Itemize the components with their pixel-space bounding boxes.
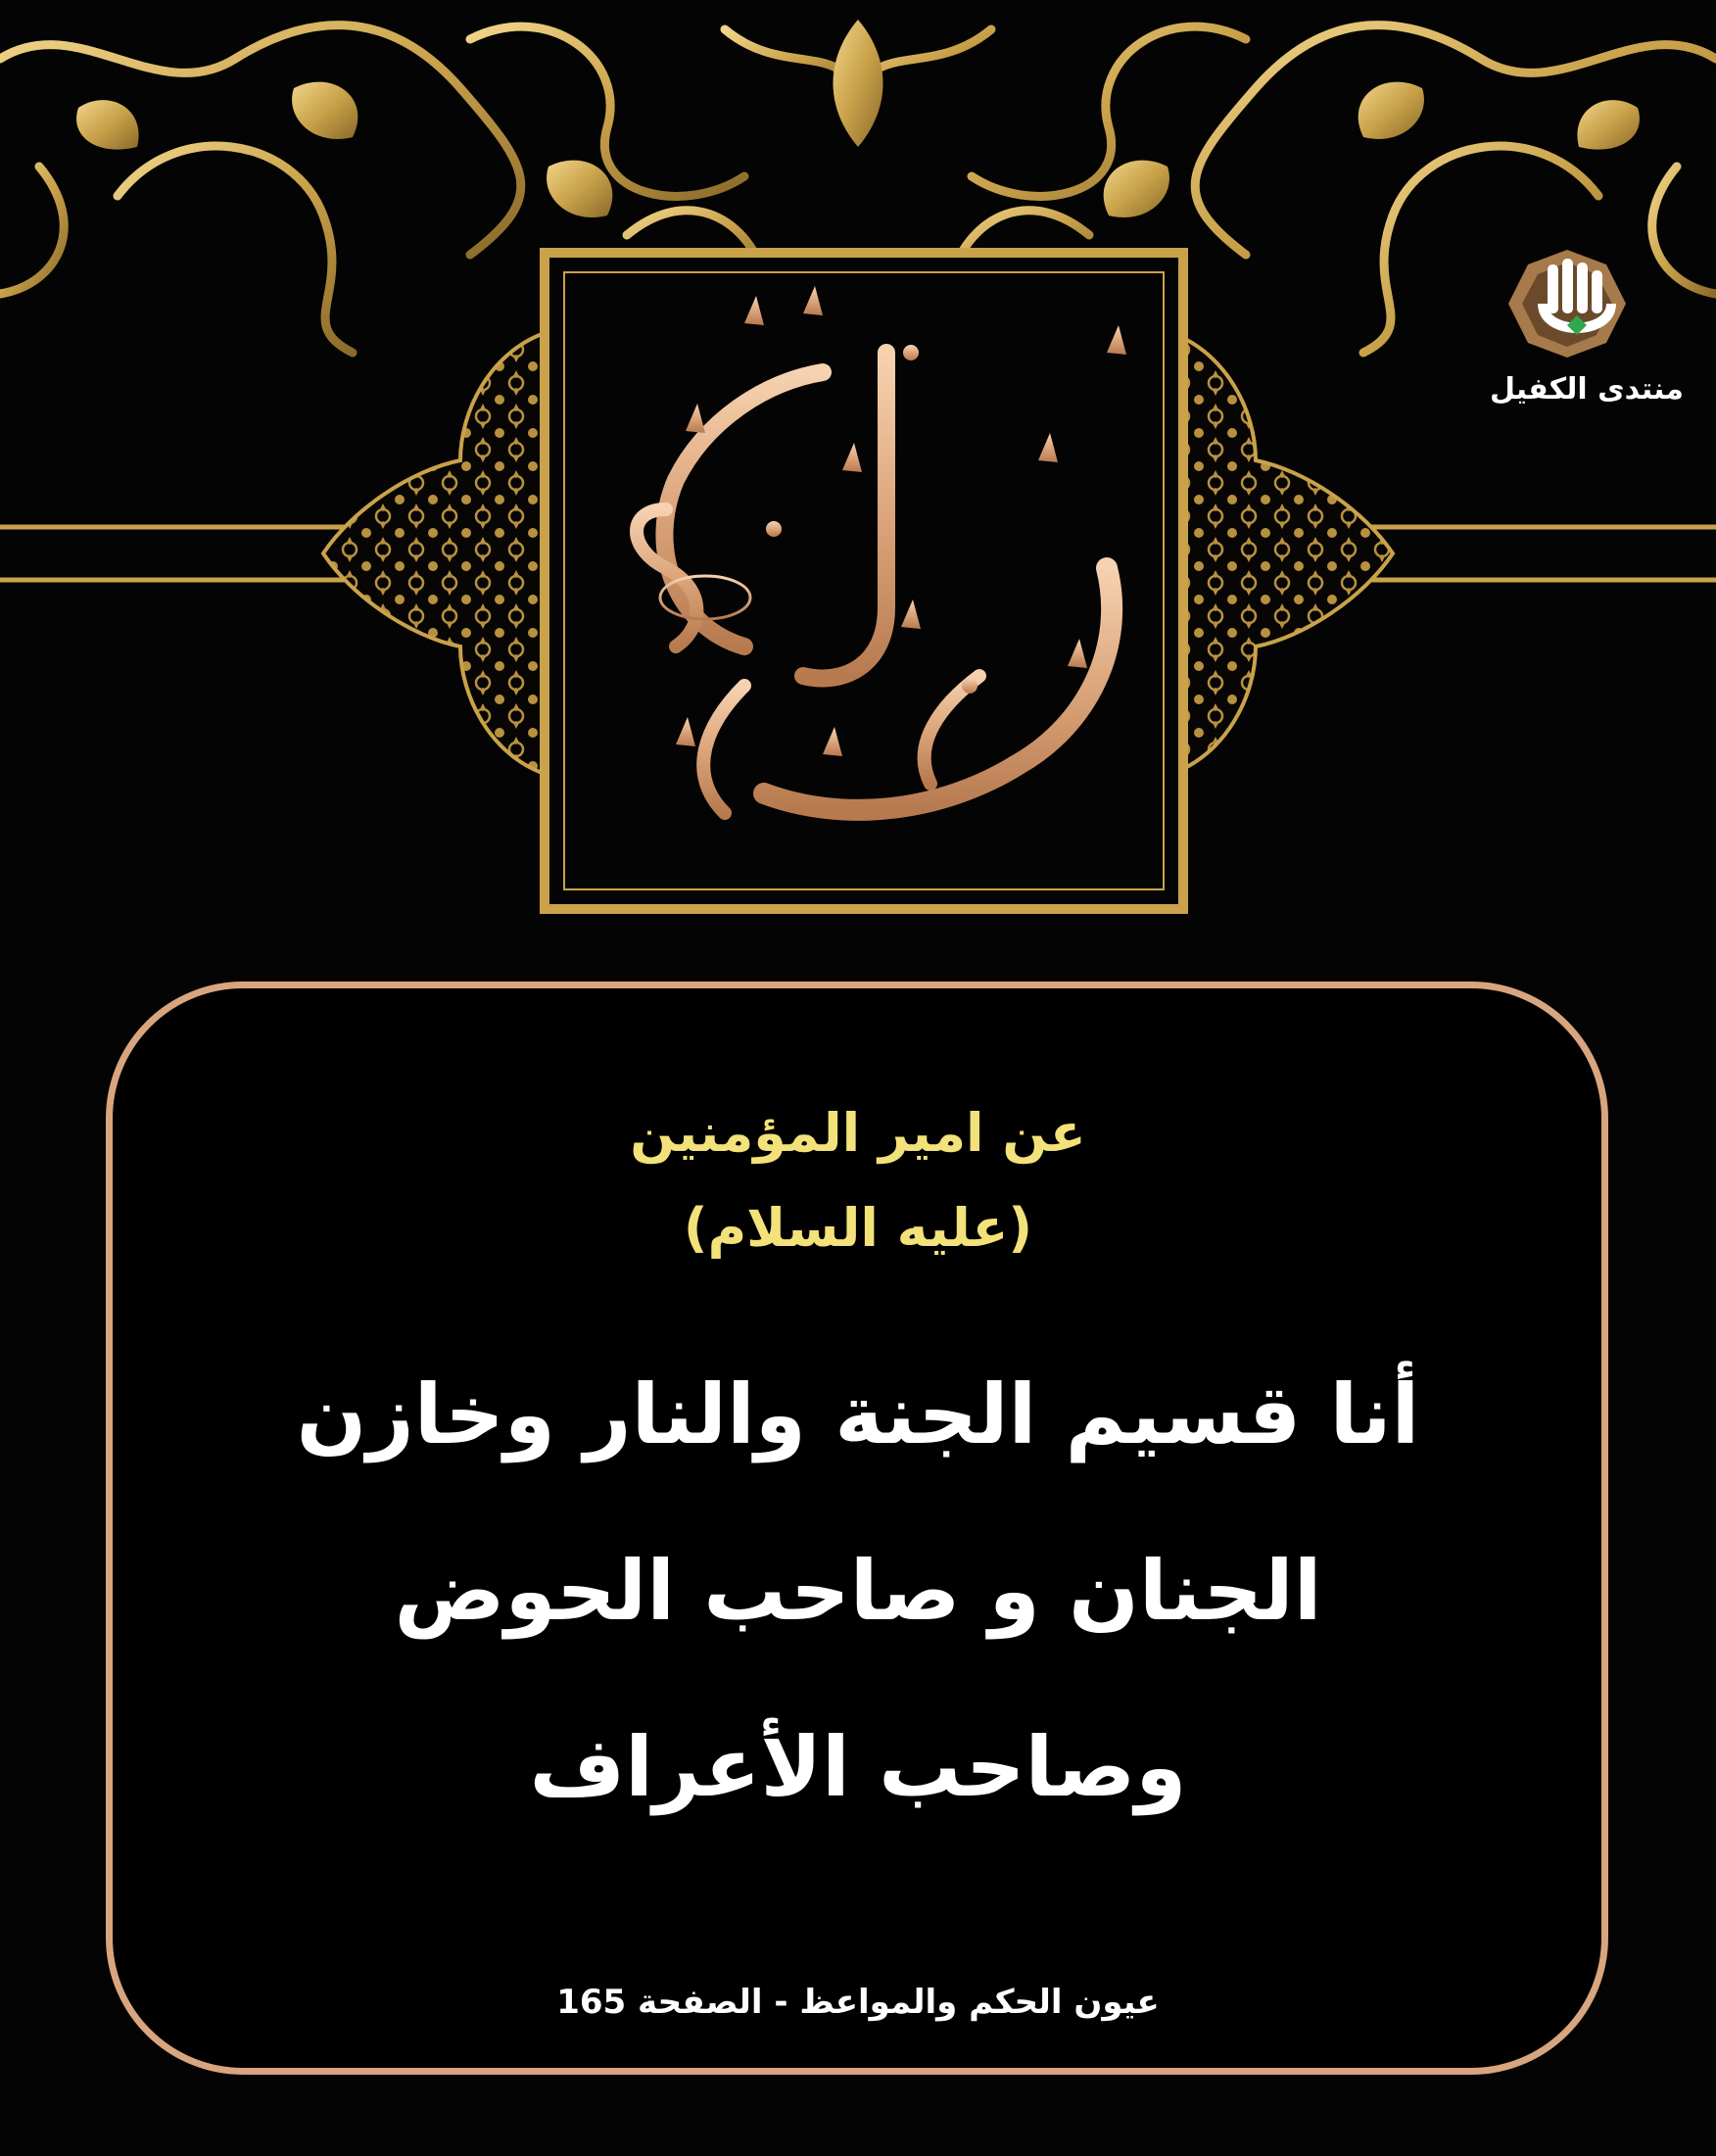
source-citation: عيون الحكم والمواعظ - الصفحة 165 xyxy=(556,1983,1160,2022)
lace-medallion-left xyxy=(323,333,545,774)
saying-line-2: الجنان و صاحب الحوض xyxy=(394,1543,1322,1639)
top-ornament xyxy=(0,0,1716,940)
attribution-line-1: عن امير المؤمنين xyxy=(630,1102,1086,1164)
saying-line-3: وصاحب الأعراف xyxy=(529,1719,1187,1815)
logo-text: منتدى الكفيل xyxy=(1490,372,1684,407)
hand-logo-icon xyxy=(1469,245,1694,441)
attribution-line-2: (عليه السلام) xyxy=(683,1197,1033,1259)
saying-line-1: أنا قسيم الجنة والنار وخازن xyxy=(296,1366,1420,1462)
lace-medallion-right xyxy=(1171,333,1393,774)
